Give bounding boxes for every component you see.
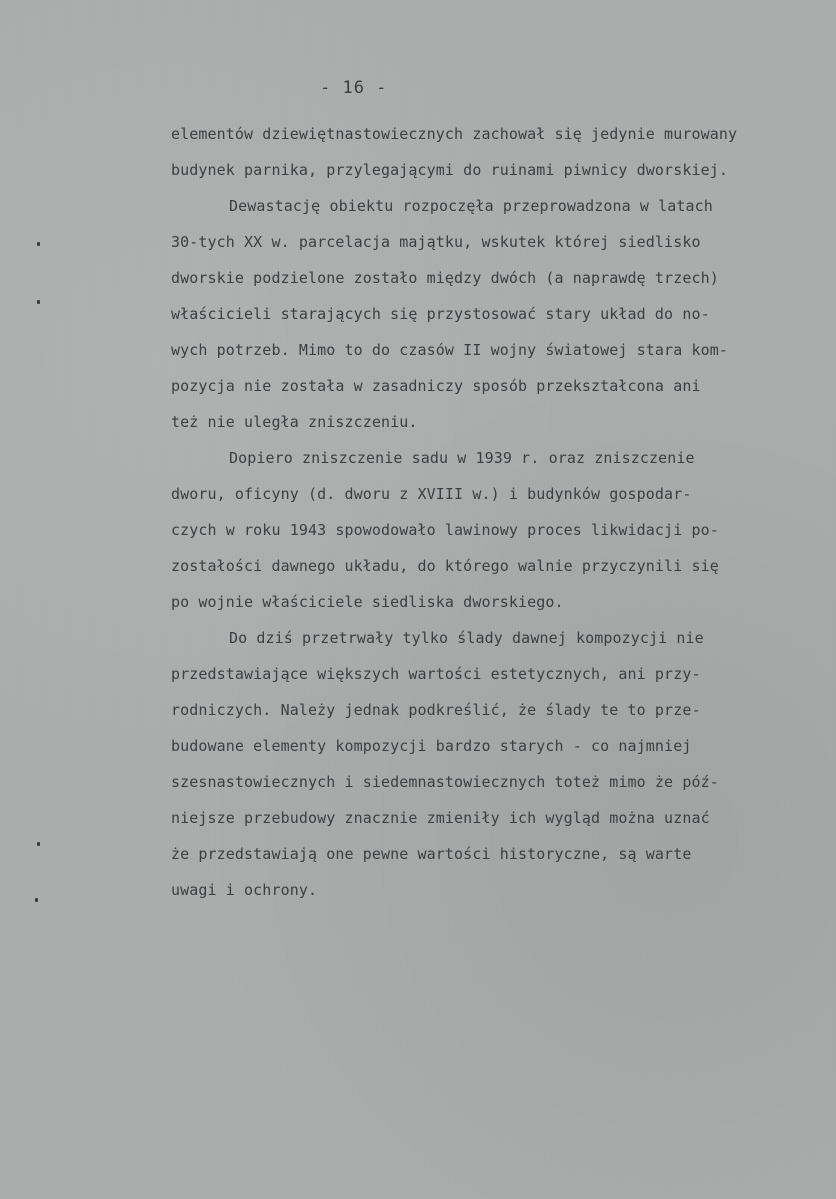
text-line: 30-tych XX w. parcelacja majątku, wskutek której siedlisko bbox=[171, 233, 701, 251]
text-line: dworskie podzielone zostało między dwóch (a naprawdę trzech) bbox=[171, 269, 719, 287]
text-line: budynek parnika, przylegającymi do ruinami piwnicy dworskiej. bbox=[171, 161, 728, 179]
text-line: budowane elementy kompozycji bardzo starych - co najmniej bbox=[171, 737, 692, 755]
text-line: po wojnie właściciele siedliska dworskiego. bbox=[171, 593, 564, 611]
text-line: przedstawiające większych wartości estetycznych, ani przy- bbox=[171, 665, 701, 683]
text-line: wych potrzeb. Mimo to do czasów II wojny światowej stara kom- bbox=[171, 341, 728, 359]
text-line: czych w roku 1943 spowodowało lawinowy proces likwidacji po- bbox=[171, 521, 719, 539]
text-line: Dewastację obiektu rozpoczęła przeprowadzona w latach bbox=[229, 197, 713, 215]
text-line: elementów dziewiętnastowiecznych zachował się jedynie murowany bbox=[171, 125, 738, 143]
text-line: pozycja nie została w zasadniczy sposób przekształcona ani bbox=[171, 377, 701, 395]
scan-speck bbox=[35, 898, 38, 902]
text-line: też nie uległa zniszczeniu. bbox=[171, 413, 418, 431]
scan-speck bbox=[37, 842, 40, 846]
text-line: uwagi i ochrony. bbox=[171, 881, 318, 899]
text-line: rodniczych. Należy jednak podkreślić, że ślady te to prze- bbox=[171, 701, 701, 719]
text-line: że przedstawiają one pewne wartości historyczne, są warte bbox=[171, 845, 692, 863]
text-line: zostałości dawnego układu, do którego walnie przyczynili się bbox=[171, 557, 719, 575]
text-line: szesnastowiecznych i siedemnastowiecznych toteż mimo że póź- bbox=[171, 773, 719, 791]
text-line: dworu, oficyny (d. dworu z XVIII w.) i budynków gospodar- bbox=[171, 485, 692, 503]
page-number: - 16 - bbox=[320, 78, 388, 98]
text-line: Dopiero zniszczenie sadu w 1939 r. oraz zniszczenie bbox=[229, 449, 695, 467]
scan-speck bbox=[37, 300, 40, 304]
text-line: niejsze przebudowy znacznie zmieniły ich wygląd można uznać bbox=[171, 809, 710, 827]
text-line: właścicieli starających się przystosować stary układ do no- bbox=[171, 305, 710, 323]
scan-speck bbox=[37, 242, 40, 246]
text-line: Do dziś przetrwały tylko ślady dawnej kompozycji nie bbox=[229, 629, 704, 647]
